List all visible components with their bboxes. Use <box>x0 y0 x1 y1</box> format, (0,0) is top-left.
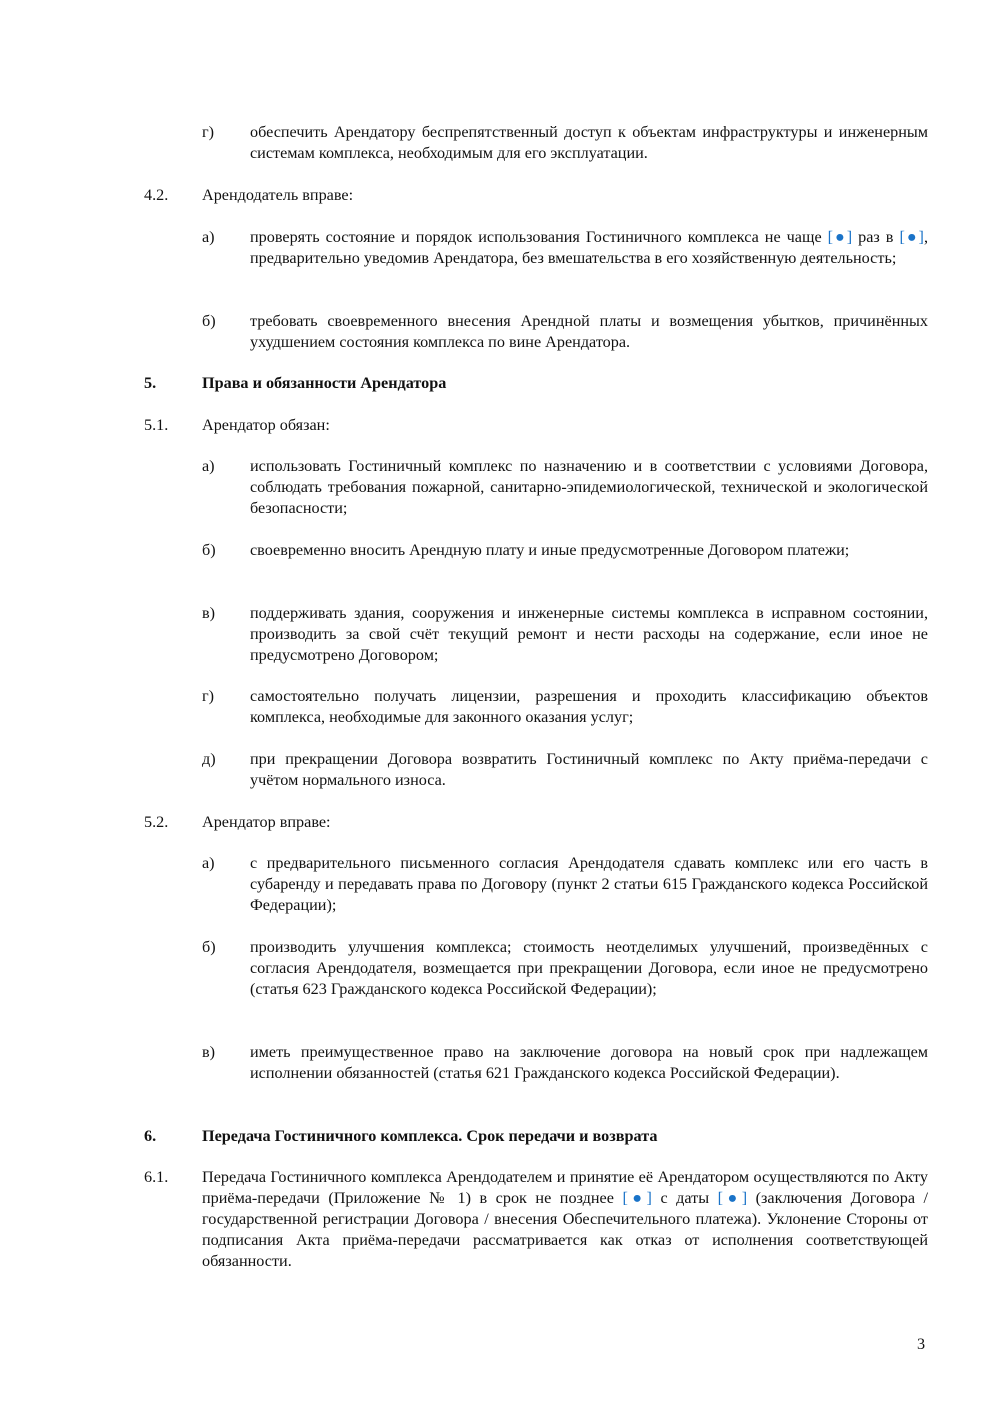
section-title: Передача Гостиничного комплекса. Срок передачи и возврата <box>202 1127 658 1145</box>
text-segment: проверять состояние и порядок использования Гостиничного комплекса не чаще <box>250 228 828 246</box>
item-label: б) <box>202 938 216 956</box>
item-label: д) <box>202 750 216 768</box>
item-label: г) <box>202 123 215 141</box>
item-text: самостоятельно получать лицензии, разрешения и проходить классификацию объектов комплекса, необходимые для законного оказания услуг; <box>250 687 928 726</box>
text-segment: (заключения Договора / государственной регистрации Договора / внесения Обеспечительного платежа). Уклонение Стороны от подписания Акта приёма-передачи рассматривается как отказ от исполнения соответствующей обязанности. <box>202 1189 929 1270</box>
clause-text: Арендодатель вправе: <box>202 186 354 204</box>
item-label: б) <box>202 312 216 330</box>
clause-text <box>202 1167 928 1272</box>
item-text: использовать Гостиничный комплекс по назначению и в соответствии с условиями Договора, соблюдать требования пожарной, санитарно-эпидемиологической, технической и экологической безопасности; <box>250 457 928 517</box>
text-segment: Передача Гостиничного комплекса Арендодателем и принятие её Арендатором осуществляются по Акту приёма-передачи (Приложение № 1) в срок не позднее <box>202 1168 928 1207</box>
item-text <box>250 227 928 269</box>
text-segment: , предварительно уведомив Арендатора, без вмешательства в его хозяйственную деятельность; <box>250 228 928 267</box>
item-text: обеспечить Арендатору беспрепятственный доступ к объектам инфраструктуры и инженерным системам комплекса, необходимым для его эксплуатации. <box>250 123 928 162</box>
clause-number: 5.1. <box>144 416 169 434</box>
item-label: в) <box>202 1043 216 1061</box>
section-number: 6. <box>144 1127 157 1145</box>
clause-number: 6.1. <box>144 1168 169 1186</box>
item-text: с предварительного письменного согласия Арендодателя сдавать комплекс или его часть в субаренду и передавать права по Договору (пункт 2 статьи 615 Гражданского кодекса Российской Федерации); <box>250 854 928 914</box>
text-segment: раз в <box>852 228 900 246</box>
section-title: Права и обязанности Арендатора <box>202 374 447 392</box>
placeholder-marker: [●] <box>622 1189 652 1207</box>
clause-number: 5.2. <box>144 813 169 831</box>
page-number: 3 <box>917 1335 926 1353</box>
section-number: 5. <box>144 374 157 392</box>
item-text: при прекращении Договора возвратить Гостиничный комплекс по Акту приёма-передачи с учётом нормального износа. <box>250 750 928 789</box>
clause-number: 4.2. <box>144 186 169 204</box>
placeholder-marker: [●] <box>899 228 924 246</box>
clause-text: Арендатор вправе: <box>202 813 331 831</box>
item-label: а) <box>202 854 215 872</box>
item-text: иметь преимущественное право на заключение договора на новый срок при надлежащем исполнении обязанностей (статья 621 Гражданского кодекса Российской Федерации). <box>250 1043 928 1082</box>
item-label: а) <box>202 457 215 475</box>
item-label: в) <box>202 604 216 622</box>
item-label: б) <box>202 541 216 559</box>
item-text: производить улучшения комплекса; стоимость неотделимых улучшений, произведённых с согласия Арендодателя, возмещается при прекращении Договора, если иное не предусмотрено (статья 623 Гражданского кодекса Российской Федерации); <box>250 938 928 998</box>
clause-text: Арендатор обязан: <box>202 416 330 434</box>
item-label: а) <box>202 228 215 246</box>
item-text: требовать своевременного внесения Арендной платы и возмещения убытков, причинённых ухудшением состояния комплекса по вине Арендатора. <box>250 312 928 351</box>
item-label: г) <box>202 687 215 705</box>
text-segment: с даты <box>651 1189 718 1207</box>
placeholder-marker: [●] <box>717 1189 748 1207</box>
placeholder-marker: [●] <box>827 228 853 246</box>
item-text: поддерживать здания, сооружения и инженерные системы комплекса в исправном состоянии, производить за свой счёт текущий ремонт и нести расходы на содержание, если иное не предусмотрено Договором; <box>250 604 928 664</box>
item-text: своевременно вносить Арендную плату и иные предусмотренные Договором платежи; <box>250 541 850 559</box>
